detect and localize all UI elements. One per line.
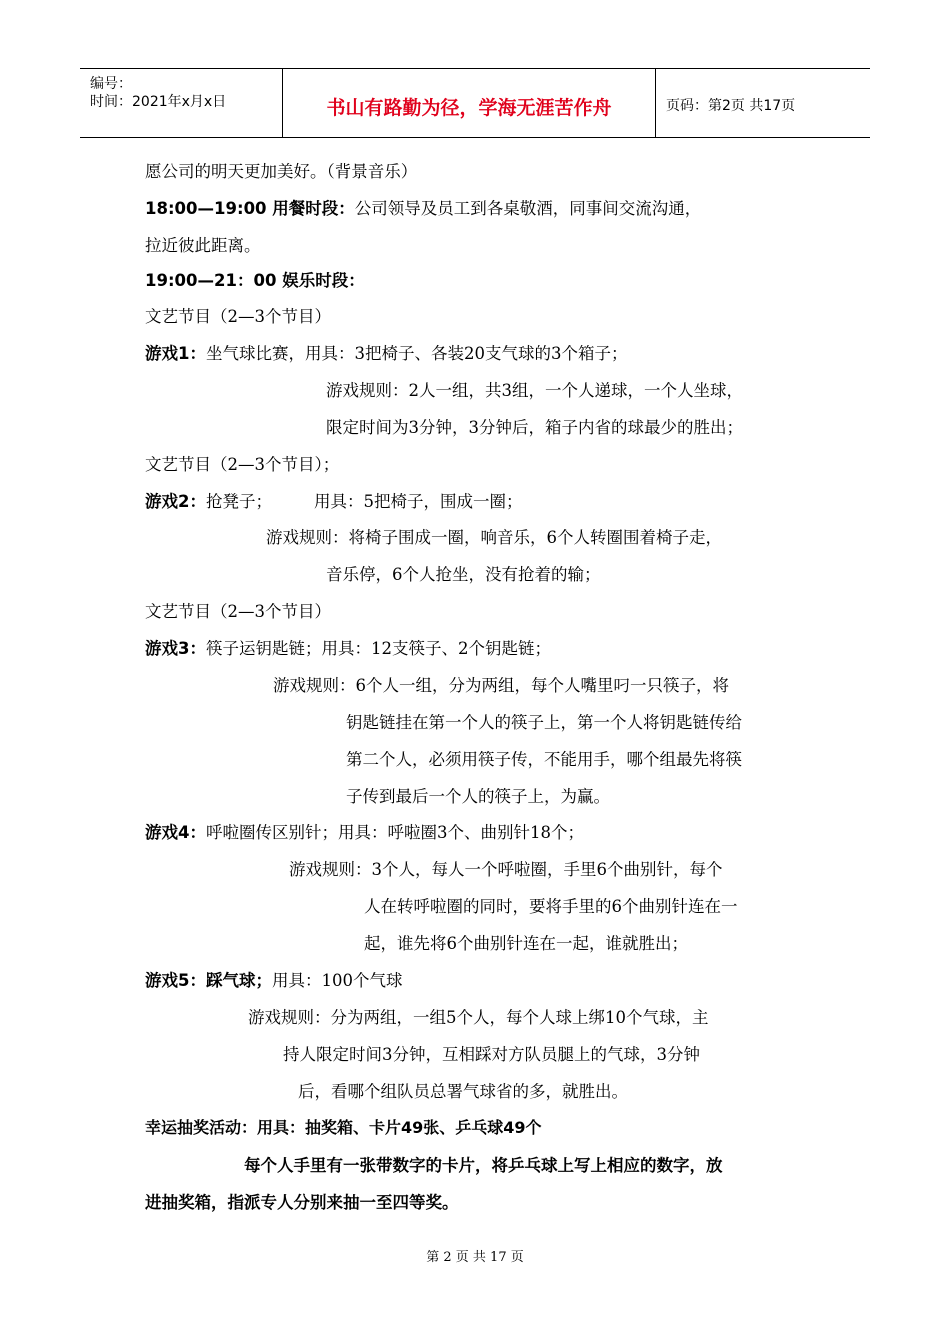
header-motto: 书山有路勤为径，学海无涯苦作舟 bbox=[326, 97, 612, 119]
rule-line: 持人限定时间3分钟，互相踩对方队员腿上的气球，3分钟 bbox=[283, 1045, 700, 1064]
rule-line: 起，谁先将6个曲别针连在一起，谁就胜出； bbox=[364, 934, 688, 953]
game-1-line bbox=[145, 343, 627, 365]
game-label: 游戏3： bbox=[145, 639, 206, 658]
header-time: 时间：2021年x月x日 bbox=[90, 94, 227, 110]
body-line: 愿公司的明天更加美好。（背景音乐） bbox=[145, 162, 418, 181]
game-4-line bbox=[145, 822, 584, 844]
game-text: 用具：100个气球 bbox=[271, 971, 403, 990]
rule-line: 游戏规则：分为两组，一组5个人，每个人球上绑10个气球，主 bbox=[248, 1008, 709, 1027]
game-3-line bbox=[145, 638, 551, 660]
body-line bbox=[145, 198, 701, 220]
rule-line: 人在转呼啦圈的同时，要将手里的6个曲别针连在一 bbox=[364, 897, 738, 916]
game-label: 游戏2： bbox=[145, 492, 206, 511]
rule-line: 游戏规则：将椅子围成一圈，响音乐，6个人转圈围着椅子走， bbox=[266, 528, 722, 547]
program-line: 文艺节目（2—3个节目） bbox=[145, 307, 331, 326]
program-line: 文艺节目（2—3个节目）； bbox=[145, 455, 340, 474]
rule-line: 游戏规则：6个人一组，分为两组，每个人嘴里叼一只筷子，将 bbox=[273, 676, 729, 695]
body-line: 拉近彼此距离。 bbox=[145, 236, 261, 255]
lottery-heading: 幸运抽奖活动：用具：抽奖箱、卡片49张、乒乓球49个 bbox=[145, 1118, 542, 1137]
body-text: 公司领导及员工到各桌敬酒，同事间交流沟通， bbox=[354, 199, 702, 218]
header-page-info: 页码：第2页 共17页 bbox=[666, 98, 796, 114]
rule-line: 第二个人，必须用筷子传，不能用手，哪个组最先将筷 bbox=[346, 750, 742, 769]
header-left-cell bbox=[80, 69, 283, 137]
header-right-cell bbox=[656, 69, 870, 137]
header-number-label: 编号： bbox=[90, 76, 132, 92]
rule-line: 游戏规则：2人一组，共3组，一个人递球，一个人坐球， bbox=[326, 381, 743, 400]
game-text: 坐气球比赛，用具：3把椅子、各装20支气球的3个箱子； bbox=[205, 344, 628, 363]
program-line: 文艺节目（2—3个节目） bbox=[145, 602, 331, 621]
game-title: 踩气球； bbox=[205, 971, 272, 990]
lottery-text: 进抽奖箱，指派专人分别来抽一至四等奖。 bbox=[145, 1193, 459, 1212]
game-label: 游戏1： bbox=[145, 344, 206, 363]
rule-line: 子传到最后一个人的筷子上，为赢。 bbox=[346, 787, 610, 806]
game-label: 游戏4： bbox=[145, 823, 206, 842]
game-text: 筷子运钥匙链；用具：12支筷子、2个钥匙链； bbox=[205, 639, 551, 658]
rule-line: 钥匙链挂在第一个人的筷子上，第一个人将钥匙链传给 bbox=[346, 713, 742, 732]
game-5-line bbox=[145, 970, 402, 992]
game-text: 抢凳子； 用具：5把椅子，围成一圈； bbox=[205, 492, 523, 511]
page-footer: 第 2 页 共 17 页 bbox=[426, 1250, 524, 1265]
game-2-line bbox=[145, 491, 522, 513]
rule-line: 游戏规则：3个人，每人一个呼啦圈，手里6个曲别针，每个 bbox=[289, 860, 723, 879]
rule-line: 限定时间为3分钟，3分钟后，箱子内省的球最少的胜出； bbox=[326, 418, 743, 437]
schedule-time-entertainment: 19:00—21：00 娱乐时段： bbox=[145, 271, 365, 290]
schedule-time-dinner: 18:00—19:00 用餐时段： bbox=[145, 199, 355, 218]
page-header bbox=[80, 68, 870, 138]
game-text: 呼啦圈传区别针；用具：呼啦圈3个、曲别针18个； bbox=[205, 823, 584, 842]
rule-line: 后，看哪个组队员总署气球省的多，就胜出。 bbox=[298, 1082, 628, 1101]
header-middle-cell bbox=[283, 69, 656, 137]
rule-line: 音乐停，6个人抢坐，没有抢着的输； bbox=[326, 565, 601, 584]
lottery-text: 每个人手里有一张带数字的卡片，将乒乓球上写上相应的数字，放 bbox=[244, 1156, 723, 1175]
game-label: 游戏5： bbox=[145, 971, 206, 990]
